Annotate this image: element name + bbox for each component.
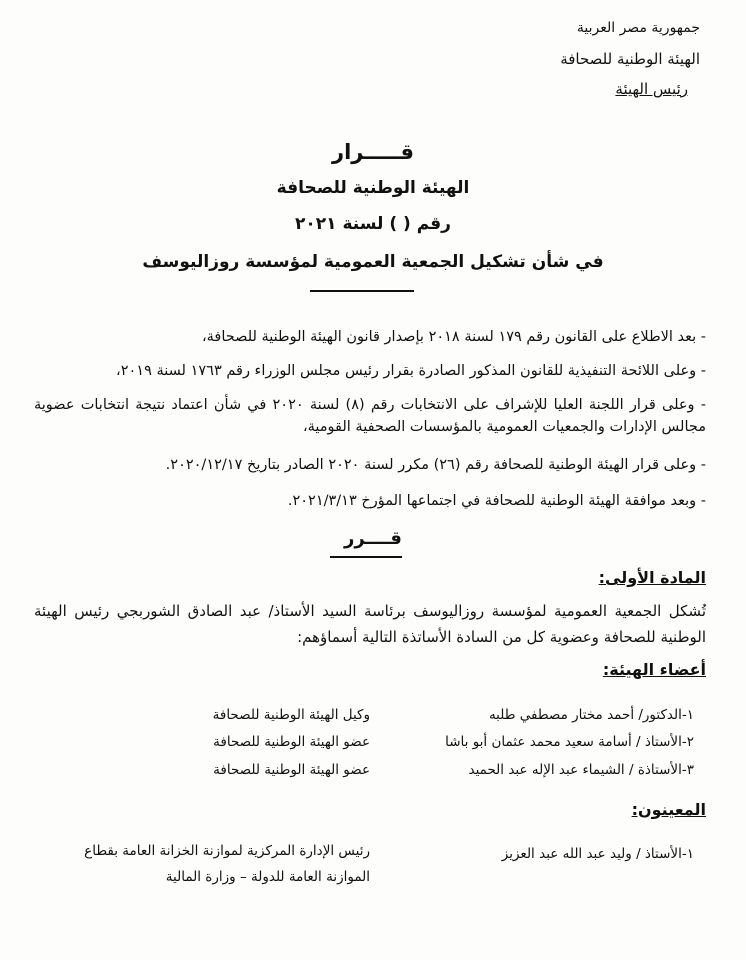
member-role: وكيل الهيئة الوطنية للصحافة xyxy=(212,707,370,723)
authority-members-heading: أعضاء الهيئة: xyxy=(602,660,706,679)
decided-underline xyxy=(330,556,402,558)
title-underline xyxy=(310,290,414,292)
preamble-item: - وعلى اللائحة التنفيذية للقانون المذكور الصادرة بقرار رئيس مجلس الوزراء رقم ١٧٦٣ لسنة ٢٠١٩، xyxy=(116,363,706,379)
authority-title: الهيئة الوطنية للصحافة xyxy=(276,178,470,198)
member-name: ٢-الأستاذ / أسامة سعيد محمد عثمان أبو باشا xyxy=(445,734,694,750)
appointee-name: ١-الأستاذ / وليد عبد الله عبد العزيز xyxy=(501,846,694,862)
letterhead-chairman: رئيس الهيئة xyxy=(615,80,688,98)
member-name: ٣-الأستاذة / الشيماء عبد الإله عبد الحميد xyxy=(468,762,694,778)
article-one-text: تُشكل الجمعية العمومية لمؤسسة روزاليوسف برئاسة السيد الأستاذ/ عبد الصادق الشوربجي رئيس الهيئة الوطنية للصحافة وعضوية كل من السادة الأساتذة التالية أسماؤهم: xyxy=(34,602,706,646)
member-role: عضو الهيئة الوطنية للصحافة xyxy=(213,734,370,750)
preamble-item: - وعلى قرار الهيئة الوطنية للصحافة رقم (٢٦) مكرر لسنة ٢٠٢٠ الصادر بتاريخ ٢٠٢٠/١٢/١٧. xyxy=(165,457,706,473)
appointee-role: رئيس الإدارة المركزية لموازنة الخزانة العامة بقطاع الموازنة العامة للدولة – وزارة المالية xyxy=(84,843,370,885)
member-role: عضو الهيئة الوطنية للصحافة xyxy=(213,762,370,778)
decision-heading: قـــــرار xyxy=(332,140,414,164)
preamble-item: - بعد الاطلاع على القانون رقم ١٧٩ لسنة ٢٠١٨ بإصدار قانون الهيئة الوطنية للصحافة، xyxy=(201,329,706,345)
article-one-heading: المادة الأولى: xyxy=(598,568,706,587)
decision-number: رقم ( ) لسنة ٢٠٢١ xyxy=(295,214,451,234)
letterhead-country: جمهورية مصر العربية xyxy=(576,20,700,36)
preamble-item: - وبعد موافقة الهيئة الوطنية للصحافة في اجتماعها المؤرخ ٢٠٢١/٣/١٣. xyxy=(287,493,706,509)
member-name: ١-الدكتور/ أحمد مختار مصطفي طلبه xyxy=(488,707,694,723)
preamble-item: - وعلى قرار اللجنة العليا للإشراف على الانتخابات رقم (٨) لسنة ٢٠٢٠ في شأن اعتماد نتيجة انتخابات عضوية مجالس الإدارات والجمعيات العمومية بالمؤسسات الصحفية القومية، xyxy=(34,397,706,435)
letterhead-authority: الهيئة الوطنية للصحافة xyxy=(560,50,700,68)
decided-heading: قــــرر xyxy=(344,528,402,549)
appointed-heading: المعينون: xyxy=(631,800,706,819)
decision-subject: في شأن تشكيل الجمعية العمومية لمؤسسة روزاليوسف xyxy=(142,252,604,272)
